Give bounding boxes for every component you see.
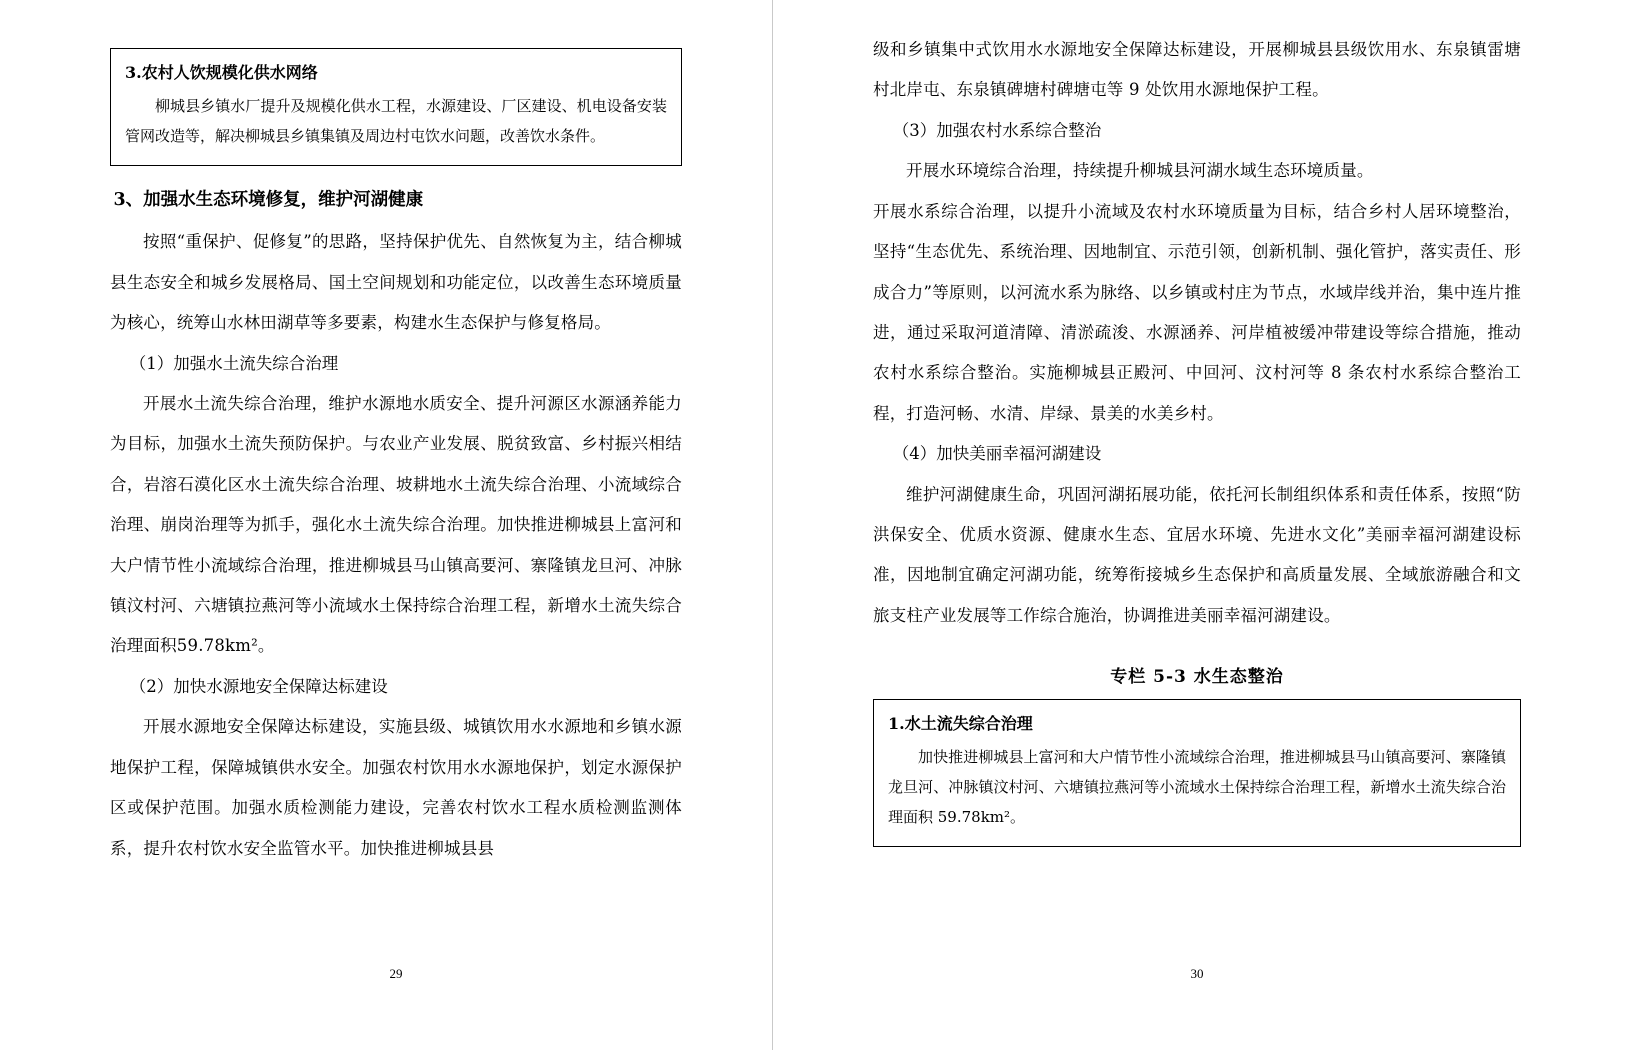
page-number-left: 29 (389, 966, 403, 981)
subsection-1-body: 开展水土流失综合治理，维护水源地水质安全、提升河源区水源涵养能力为目标，加强水土流失预防保护。与农业产业发展、脱贫致富、乡村振兴相结合，岩溶石漠化区水土流失综合治理、坡耕地水土流失综合治理、小流域综合治理、崩岗治理等为抓手，强化水土流失综合治理。加快推进柳城县上富河和大户情节性小流域综合治理，推进柳城县马山镇高要河、寨隆镇龙旦河、冲脉镇汶村河、六塘镇拉燕河等小流域水土保持综合治理工程，新增水土流失综合治理面积59.78km²。 (110, 393, 682, 656)
paragraph-overview: 按照“重保护、促修复”的思路，坚持保护优先、自然恢复为主，结合柳城县生态安全和城乡发展格局、国土空间规划和功能定位，以改善生态环境质量为核心，统筹山水林田湖草等多要素，构建水生态保护与修复格局。 (110, 232, 682, 333)
subsection-2-body: 开展水源地安全保障达标建设，实施县级、城镇饮用水水源地和乡镇水源地保护工程，保障城镇供水安全。加强农村饮用水水源地保护，划定水源保护区或保护范围。加强水质检测能力建设，完善农村饮水工程水质检测监测体系，提升农村饮水安全监管水平。加快推进柳城县县 (110, 717, 682, 858)
subsection-heading-3: （3）加强农村水系综合整治 (892, 120, 1102, 140)
subsection-heading-4: （4）加快美丽幸福河湖建设 (892, 444, 1102, 464)
paragraph-continuation: 级和乡镇集中式饮用水水源地安全保障达标建设，开展柳城县县级饮用水、东泉镇雷塘村北岸屯、东泉镇碑塘村碑塘屯等 9 处饮用水源地保护工程。 (873, 40, 1521, 100)
subsection-4-body: 维护河湖健康生命，巩固河湖拓展功能，依托河长制组织体系和责任体系，按照“防洪保安全、优质水资源、健康水生态、宜居水环境、先进水文化”美丽幸福河湖建设标准，因地制宜确定河湖功能，统筹衔接城乡生态保护和高质量发展、全域旅游融合和文旅支柱产业发展等工作综合施治，协调推进美丽幸福河湖建设。 (873, 484, 1521, 625)
column-heading-5-3: 专栏 5-3 水生态整治 (1110, 667, 1284, 688)
subsection-heading-1: （1）加强水土流失综合治理 (129, 353, 339, 373)
subsection-3-body-b: 开展水系综合治理，以提升小流域及农村水环境质量为目标，结合乡村人居环境整治，坚持“生态优先、系统治理、因地制宜、示范引领，创新机制、强化管护，落实责任、形成合力”等原则，以河流水系为脉络、以乡镇或村庄为节点，水域岸线并治，集中连片推进，通过采取河道清障、清淤疏浚、水源涵养、河岸植被缓冲带建设等综合措施，推动农村水系综合整治。实施柳城县正殿河、中回河、汶村河等 8 条农村水系综合整治工程，打造河畅、水清、岸绿、景美的水美乡村。 (873, 201, 1521, 423)
page-number-right: 30 (1190, 966, 1204, 981)
callout-box-rural-water-supply (110, 48, 682, 166)
page-right (773, 0, 1631, 1050)
subsection-heading-2: （2）加快水源地安全保障达标建设 (129, 676, 388, 696)
callout-box-soil-erosion (873, 699, 1521, 847)
subsection-3-body-a: 开展水环境综合治理，持续提升柳城县河湖水域生态环境质量。 (906, 161, 1374, 181)
callout-title: 3.农村人饮规模化供水网络 (125, 63, 318, 82)
section-heading-3: 3、加强水生态环境修复，维护河湖健康 (113, 190, 424, 210)
callout-title: 1.水土流失综合治理 (888, 714, 1033, 734)
callout-body: 柳城县乡镇水厂提升及规模化供水工程，水源建设、厂区建设、机电设备安装管网改造等，解决柳城县乡镇集镇及周边村屯饮水问题，改善饮水条件。 (125, 97, 667, 145)
callout-body: 加快推进柳城县上富河和大户情节性小流域综合治理，推进柳城县马山镇高要河、寨隆镇龙旦河、冲脉镇汶村河、六塘镇拉燕河等小流域水土保持综合治理工程，新增水土流失综合治理面积 59.78km²。 (888, 748, 1506, 827)
page-left (0, 0, 772, 1050)
